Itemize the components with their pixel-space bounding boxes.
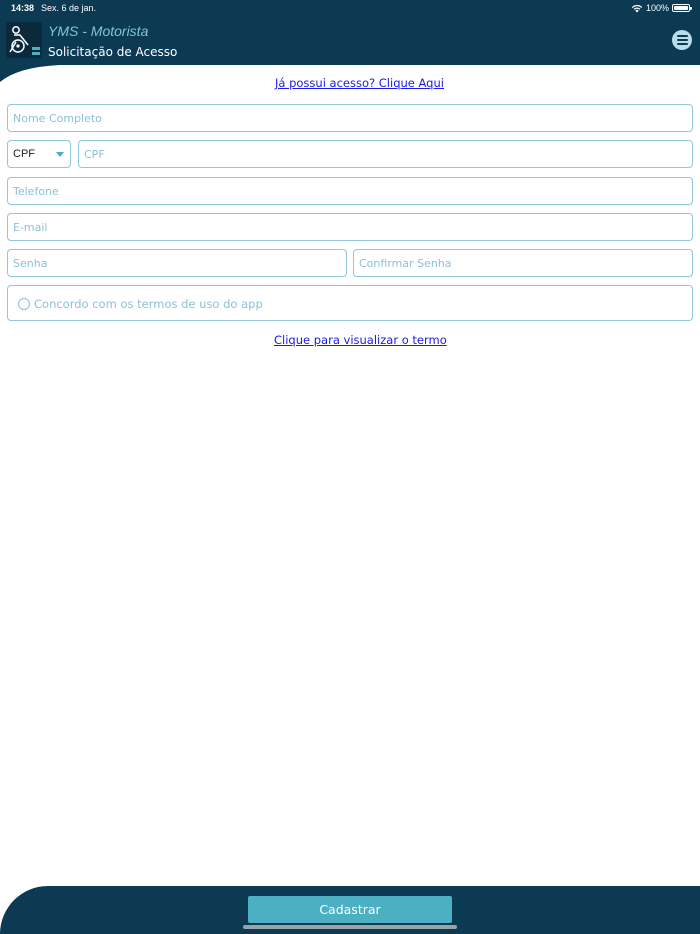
hamburger-menu-icon-bar (677, 39, 688, 41)
hamburger-menu-icon-bar (677, 43, 688, 45)
terms-agreement-box (7, 285, 693, 321)
view-terms-link[interactable]: Clique para visualizar o termo (274, 333, 447, 347)
battery-icon (672, 4, 690, 12)
terms-agreement-label[interactable]: Concordo com os termos de uso do app (34, 297, 263, 311)
status-time: 14:38 (11, 3, 35, 13)
header-curve-decoration (0, 64, 60, 94)
email-input[interactable] (7, 213, 693, 241)
app-logo (6, 22, 42, 58)
menu-button[interactable] (672, 30, 692, 50)
hamburger-menu-icon (677, 35, 688, 37)
app-title: YMS - Motorista (48, 23, 149, 39)
password-input[interactable] (7, 249, 347, 277)
login-link[interactable]: Já possui acesso? Clique Aqui (275, 76, 444, 90)
page-title: Solicitação de Acesso (48, 45, 178, 59)
home-indicator (243, 925, 457, 929)
document-type-select[interactable] (7, 140, 71, 168)
status-bar (0, 0, 700, 17)
status-date: Sex. 6 de jan. (41, 3, 97, 13)
full-name-input[interactable] (7, 104, 693, 132)
phone-input[interactable] (7, 177, 693, 205)
terms-agreement-checkbox[interactable] (18, 298, 30, 310)
driver-steering-icon (6, 22, 42, 58)
document-type-value: CPF (13, 148, 35, 160)
battery-percent: 100% (645, 3, 669, 13)
register-button[interactable]: Cadastrar (248, 896, 452, 923)
chevron-down-icon (56, 152, 64, 157)
status-indicators (631, 3, 690, 13)
wifi-icon (631, 4, 643, 13)
confirm-password-input[interactable] (353, 249, 693, 277)
document-number-input[interactable] (78, 140, 693, 168)
